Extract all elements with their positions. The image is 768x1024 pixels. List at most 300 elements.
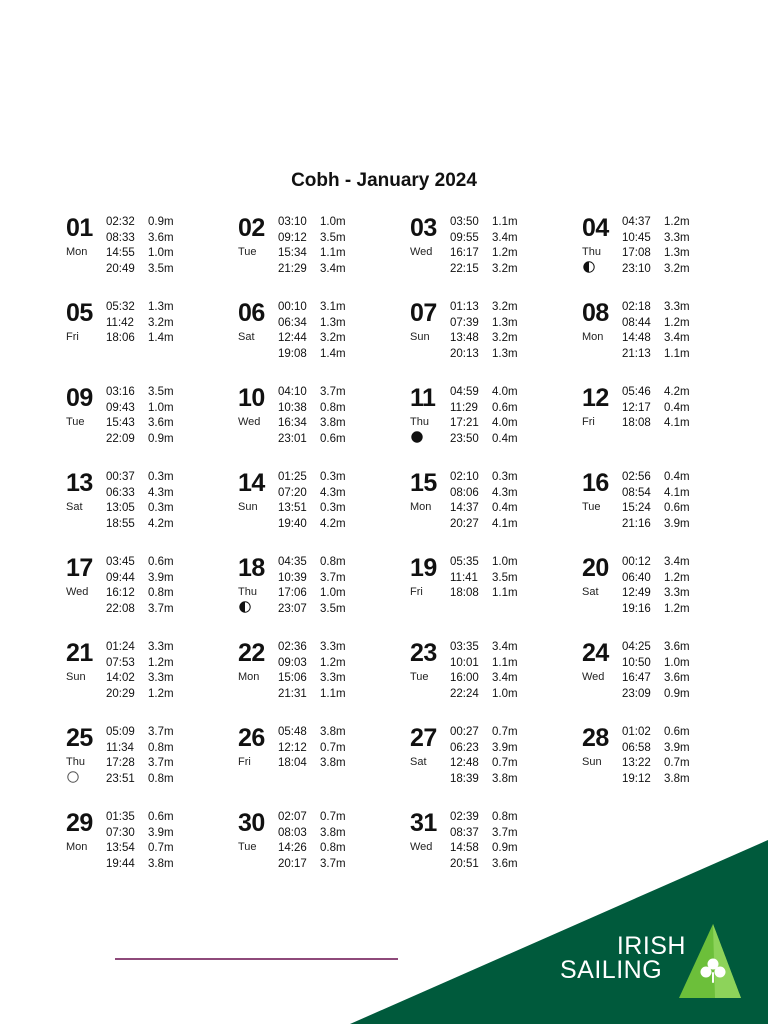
day-cell (66, 723, 236, 803)
tide-time: 19:08 (278, 347, 307, 360)
tide-row (106, 841, 182, 857)
tide-time: 17:28 (106, 757, 135, 769)
tide-row (622, 316, 698, 332)
tide-list (450, 640, 526, 702)
day-number: 28 (582, 724, 609, 752)
tide-row (622, 231, 698, 247)
day-cell (66, 468, 236, 548)
day-of-week: Tue (238, 841, 257, 853)
tide-row (450, 687, 526, 703)
tide-list (278, 470, 354, 532)
tide-height: 0.7m (492, 757, 518, 769)
tide-time: 03:35 (450, 641, 479, 653)
tide-row (622, 640, 698, 656)
tide-height: 3.3m (148, 641, 174, 653)
tide-height: 3.4m (492, 672, 518, 684)
tide-time: 04:10 (278, 386, 307, 398)
day-number: 08 (582, 299, 609, 327)
tide-time: 12:12 (278, 741, 307, 754)
day-of-week: Sun (66, 671, 86, 683)
tide-row (450, 347, 526, 363)
tide-height: 1.4m (320, 347, 346, 360)
day-of-week: Sat (410, 756, 427, 768)
day-of-week: Mon (238, 671, 260, 683)
tide-time: 00:37 (106, 471, 135, 483)
tide-time: 01:02 (622, 726, 651, 738)
tide-height: 3.4m (664, 556, 690, 568)
tide-list (106, 385, 182, 447)
tide-height: 3.8m (492, 772, 518, 785)
day-of-week: Sun (410, 331, 430, 343)
tide-row (622, 586, 698, 602)
tide-time: 22:08 (106, 602, 135, 615)
tide-time: 20:29 (106, 687, 135, 700)
tide-row (278, 347, 354, 363)
tide-time: 01:13 (450, 301, 479, 313)
tide-time: 09:55 (450, 231, 479, 244)
tide-list (622, 300, 698, 362)
tide-height: 3.5m (148, 386, 174, 398)
tide-height: 1.0m (492, 556, 518, 568)
tide-row (450, 300, 526, 316)
tide-time: 11:34 (106, 741, 134, 754)
tide-time: 04:25 (622, 641, 651, 653)
day-of-week: Tue (66, 416, 85, 428)
tide-height: 4.2m (148, 517, 174, 530)
tide-list (450, 725, 526, 787)
tide-time: 15:34 (278, 247, 307, 259)
day-number: 11 (410, 384, 436, 412)
tide-time: 17:08 (622, 247, 651, 259)
tide-height: 0.7m (320, 741, 346, 754)
tide-list (106, 215, 182, 277)
tide-time: 06:34 (278, 316, 307, 329)
day-number: 31 (410, 809, 437, 837)
tide-row (450, 671, 526, 687)
tide-time: 13:22 (622, 757, 651, 769)
day-number: 25 (66, 724, 93, 752)
tide-height: 0.8m (148, 772, 174, 785)
tide-height: 1.1m (664, 347, 690, 360)
day-number: 20 (582, 554, 609, 582)
tide-time: 11:29 (450, 401, 478, 414)
day-cell (66, 553, 236, 633)
tide-height: 0.4m (664, 401, 690, 414)
day-cell (410, 638, 580, 718)
tide-height: 4.2m (320, 517, 346, 530)
tide-row (622, 501, 698, 517)
brand-wordmark (560, 934, 690, 982)
day-of-week: Mon (410, 501, 432, 513)
tide-height: 1.0m (148, 401, 174, 414)
tide-list (622, 725, 698, 787)
tide-row (450, 725, 526, 741)
day-cell (238, 723, 408, 803)
day-of-week: Mon (582, 331, 604, 343)
tide-height: 3.5m (492, 571, 518, 584)
tide-height: 3.3m (320, 641, 346, 653)
tide-time: 14:48 (622, 332, 651, 344)
day-number: 05 (66, 299, 93, 327)
tide-height: 3.1m (320, 301, 346, 313)
tide-row (278, 687, 354, 703)
tide-row (278, 432, 354, 448)
day-number: 02 (238, 214, 265, 242)
tide-time: 01:24 (106, 641, 135, 653)
tide-time: 03:50 (450, 216, 479, 228)
day-number: 24 (582, 639, 609, 667)
tide-row (622, 602, 698, 618)
tide-height: 3.8m (664, 772, 690, 785)
tide-time: 12:48 (450, 757, 479, 769)
day-of-week: Thu (238, 586, 257, 598)
tide-height: 1.3m (664, 247, 690, 259)
tide-row (450, 571, 526, 587)
tide-height: 3.2m (148, 316, 174, 329)
day-of-week: Thu (582, 246, 601, 258)
tide-row (106, 555, 182, 571)
tide-time: 02:36 (278, 641, 307, 653)
tide-row (450, 432, 526, 448)
tide-height: 0.3m (320, 471, 346, 483)
tide-height: 1.1m (320, 687, 346, 700)
tide-time: 13:05 (106, 502, 135, 514)
tide-row (450, 741, 526, 757)
tide-row (106, 432, 182, 448)
tide-time: 12:49 (622, 587, 651, 599)
tide-row (106, 215, 182, 231)
tide-time: 02:18 (622, 301, 651, 313)
tide-row (106, 316, 182, 332)
tide-time: 06:58 (622, 741, 651, 754)
tide-time: 05:48 (278, 726, 307, 738)
tide-time: 14:02 (106, 672, 135, 684)
tide-time: 04:37 (622, 216, 651, 228)
tide-row (106, 231, 182, 247)
tide-time: 08:33 (106, 231, 135, 244)
tide-row (106, 416, 182, 432)
tide-height: 3.6m (148, 417, 174, 429)
day-of-week: Wed (582, 671, 605, 683)
tide-row (278, 555, 354, 571)
tide-time: 07:30 (106, 826, 135, 839)
tide-time: 11:42 (106, 316, 134, 329)
tide-time: 19:40 (278, 517, 307, 530)
tide-row (450, 555, 526, 571)
tide-row (106, 470, 182, 486)
tide-time: 08:37 (450, 826, 479, 839)
day-cell (582, 383, 752, 463)
tide-height: 3.9m (148, 571, 174, 584)
tide-time: 10:50 (622, 656, 651, 669)
day-number: 23 (410, 639, 437, 667)
new-moon-icon (411, 431, 423, 443)
tide-row (450, 640, 526, 656)
tide-row (450, 810, 526, 826)
tide-time: 01:35 (106, 811, 135, 823)
tide-height: 3.7m (148, 602, 174, 615)
tide-row (278, 656, 354, 672)
tide-time: 21:13 (622, 347, 651, 360)
day-number: 29 (66, 809, 93, 837)
tide-height: 4.3m (320, 486, 346, 499)
day-of-week: Tue (238, 246, 257, 258)
tide-list (450, 385, 526, 447)
tide-time: 10:45 (622, 231, 651, 244)
day-cell (66, 638, 236, 718)
tide-height: 0.6m (148, 811, 174, 823)
tide-row (278, 246, 354, 262)
tide-height: 3.7m (148, 726, 174, 738)
day-number: 04 (582, 214, 609, 242)
tide-time: 19:16 (622, 602, 651, 615)
day-of-week: Tue (410, 671, 429, 683)
tide-height: 3.7m (148, 757, 174, 769)
tide-height: 1.1m (492, 216, 518, 228)
tide-list (106, 555, 182, 617)
tide-row (278, 571, 354, 587)
tide-row (106, 772, 182, 788)
tide-height: 0.3m (148, 471, 174, 483)
tide-row (106, 810, 182, 826)
tide-row (450, 486, 526, 502)
tide-row (278, 756, 354, 772)
tide-height: 0.4m (664, 471, 690, 483)
tide-height: 1.2m (320, 656, 346, 669)
tide-list (450, 300, 526, 362)
tide-height: 1.2m (148, 656, 174, 669)
page-title: Cobh - January 2024 (291, 170, 477, 191)
tide-time: 02:39 (450, 811, 479, 823)
tide-height: 1.0m (320, 587, 346, 599)
day-of-week: Fri (66, 331, 79, 343)
tide-time: 03:10 (278, 216, 307, 228)
tide-time: 16:12 (106, 587, 135, 599)
tide-time: 02:07 (278, 811, 307, 823)
tide-height: 0.6m (492, 401, 518, 414)
tide-row (278, 316, 354, 332)
first-quarter-moon-icon (239, 601, 251, 613)
tide-row (450, 470, 526, 486)
tide-list (622, 215, 698, 277)
tide-height: 0.7m (492, 726, 518, 738)
tide-row (278, 501, 354, 517)
tide-height: 1.4m (148, 332, 174, 344)
tide-row (106, 656, 182, 672)
tide-row (106, 725, 182, 741)
tide-row (622, 300, 698, 316)
day-cell (66, 808, 236, 888)
tide-row (622, 687, 698, 703)
tide-height: 0.8m (148, 741, 174, 754)
tide-height: 3.3m (320, 672, 346, 684)
tide-height: 1.0m (320, 216, 346, 228)
tide-time: 03:16 (106, 386, 135, 398)
tide-row (622, 347, 698, 363)
tide-height: 0.3m (492, 471, 518, 483)
day-number: 03 (410, 214, 437, 242)
day-number: 12 (582, 384, 609, 412)
tide-row (278, 841, 354, 857)
tide-time: 02:10 (450, 471, 479, 483)
tide-height: 0.7m (320, 811, 346, 823)
day-number: 19 (410, 554, 437, 582)
tide-row (450, 656, 526, 672)
tide-time: 07:53 (106, 656, 135, 669)
tide-time: 20:51 (450, 857, 479, 870)
tide-row (278, 725, 354, 741)
day-of-week: Mon (66, 841, 88, 853)
tide-list (450, 215, 526, 277)
tide-time: 18:04 (278, 757, 307, 769)
brand-line-1: IRISH (616, 932, 686, 960)
tide-time: 16:00 (450, 672, 479, 684)
tide-row (622, 555, 698, 571)
tide-time: 10:38 (278, 401, 307, 414)
day-of-week: Tue (582, 501, 601, 513)
tide-time: 07:39 (450, 316, 479, 329)
tide-row (106, 756, 182, 772)
tide-list (106, 810, 182, 872)
tide-row (622, 401, 698, 417)
tide-height: 1.1m (492, 587, 518, 599)
tide-height: 3.7m (320, 857, 346, 870)
tide-list (622, 640, 698, 702)
tide-height: 3.4m (320, 262, 346, 275)
tide-time: 23:51 (106, 772, 135, 785)
tide-row (278, 331, 354, 347)
tide-row (278, 486, 354, 502)
tide-height: 0.4m (492, 502, 518, 514)
tide-height: 0.4m (492, 432, 518, 445)
tide-height: 0.9m (148, 216, 174, 228)
tide-height: 1.3m (320, 316, 346, 329)
day-cell (410, 298, 580, 378)
day-cell (582, 723, 752, 803)
day-number: 13 (66, 469, 93, 497)
tide-row (450, 385, 526, 401)
tide-time: 17:21 (450, 417, 479, 429)
tide-row (450, 501, 526, 517)
tide-height: 3.6m (492, 857, 518, 870)
tide-time: 10:39 (278, 571, 307, 584)
tide-height: 1.0m (492, 687, 518, 700)
tide-height: 3.6m (664, 641, 690, 653)
tide-height: 3.5m (148, 262, 174, 275)
tide-height: 3.7m (320, 571, 346, 584)
tide-time: 23:50 (450, 432, 479, 445)
tide-height: 0.7m (148, 842, 174, 854)
tide-row (622, 517, 698, 533)
tide-time: 02:56 (622, 471, 651, 483)
tide-time: 13:48 (450, 332, 479, 344)
day-cell (66, 298, 236, 378)
tide-height: 1.0m (148, 247, 174, 259)
tide-row (450, 401, 526, 417)
tide-height: 3.2m (492, 301, 518, 313)
tide-height: 4.1m (664, 486, 690, 499)
day-cell (410, 723, 580, 803)
tide-row (622, 331, 698, 347)
tide-time: 23:09 (622, 687, 651, 700)
tide-row (622, 262, 698, 278)
tide-row (278, 826, 354, 842)
tide-row (106, 671, 182, 687)
tide-row (450, 316, 526, 332)
day-number: 09 (66, 384, 93, 412)
tide-height: 3.6m (148, 231, 174, 244)
tide-row (450, 826, 526, 842)
tide-height: 3.9m (664, 741, 690, 754)
tide-row (278, 517, 354, 533)
shamrock-sail-icon (675, 922, 745, 1002)
tide-time: 21:16 (622, 517, 651, 530)
day-of-week: Fri (238, 756, 251, 768)
tide-time: 08:44 (622, 316, 651, 329)
tide-height: 3.4m (492, 231, 518, 244)
day-number: 07 (410, 299, 437, 327)
tide-time: 14:58 (450, 842, 479, 854)
day-number: 18 (238, 554, 265, 582)
tide-row (622, 416, 698, 432)
day-of-week: Wed (410, 246, 433, 258)
tide-time: 06:23 (450, 741, 479, 754)
tide-row (106, 300, 182, 316)
tide-row (106, 571, 182, 587)
day-of-week: Wed (238, 416, 261, 428)
tide-time: 05:32 (106, 301, 135, 313)
tide-time: 13:51 (278, 502, 307, 514)
tide-list (622, 385, 698, 432)
tide-height: 1.2m (664, 316, 690, 329)
tide-list (106, 300, 182, 347)
tide-row (106, 586, 182, 602)
tide-height: 3.8m (320, 826, 346, 839)
day-of-week: Sat (238, 331, 255, 343)
day-number: 10 (238, 384, 265, 412)
tide-height: 3.2m (492, 332, 518, 344)
tide-list (106, 470, 182, 532)
tide-list (278, 810, 354, 872)
tide-row (278, 215, 354, 231)
tide-time: 13:54 (106, 842, 135, 854)
tide-time: 21:29 (278, 262, 307, 275)
tide-time: 00:12 (622, 556, 651, 568)
tide-height: 4.1m (492, 517, 518, 530)
tide-height: 1.3m (148, 301, 174, 313)
tide-row (622, 571, 698, 587)
day-of-week: Thu (66, 756, 85, 768)
day-number: 14 (238, 469, 265, 497)
tide-time: 18:08 (622, 417, 651, 429)
tide-height: 3.7m (320, 386, 346, 398)
tide-row (278, 262, 354, 278)
tide-height: 0.9m (664, 687, 690, 700)
tide-row (622, 246, 698, 262)
tide-time: 05:09 (106, 726, 135, 738)
tide-time: 19:44 (106, 857, 135, 870)
tide-row (106, 602, 182, 618)
day-number: 17 (66, 554, 93, 582)
day-cell (410, 468, 580, 548)
tide-row (450, 416, 526, 432)
tide-time: 20:49 (106, 262, 135, 275)
tide-row (450, 331, 526, 347)
tide-height: 4.0m (492, 386, 518, 398)
tide-list (278, 300, 354, 362)
tide-height: 3.2m (664, 262, 690, 275)
tide-list (278, 385, 354, 447)
